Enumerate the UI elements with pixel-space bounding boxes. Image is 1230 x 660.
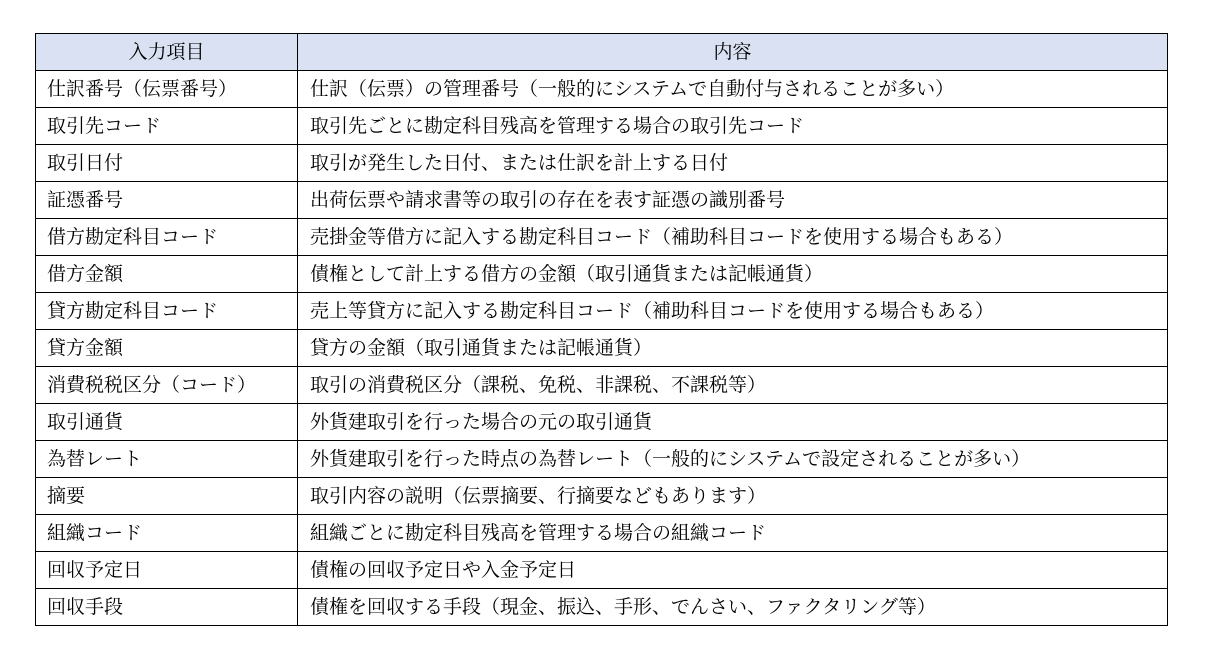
table-row <box>36 589 1168 626</box>
journal-entry-fields-table <box>35 33 1168 626</box>
cell-content: 取引内容の説明（伝票摘要、行摘要などもあります） <box>298 478 1168 515</box>
cell-input-item: 回収予定日 <box>36 552 298 589</box>
cell-content: 売掛金等借方に記入する勘定科目コード（補助科目コードを使用する場合もある） <box>298 219 1168 256</box>
cell-input-item: 取引通貨 <box>36 404 298 441</box>
table-row <box>36 293 1168 330</box>
table-row <box>36 441 1168 478</box>
cell-content: 取引先ごとに勘定科目残高を管理する場合の取引先コード <box>298 108 1168 145</box>
table-row <box>36 478 1168 515</box>
cell-content: 売上等貸方に記入する勘定科目コード（補助科目コードを使用する場合もある） <box>298 293 1168 330</box>
cell-input-item: 組織コード <box>36 515 298 552</box>
cell-input-item: 仕訳番号（伝票番号） <box>36 71 298 108</box>
cell-input-item: 取引先コード <box>36 108 298 145</box>
cell-content: 債権として計上する借方の金額（取引通貨または記帳通貨） <box>298 256 1168 293</box>
cell-content: 債権を回収する手段（現金、振込、手形、でんさい、ファクタリング等） <box>298 589 1168 626</box>
cell-input-item: 証憑番号 <box>36 182 298 219</box>
table-row <box>36 219 1168 256</box>
cell-input-item: 借方金額 <box>36 256 298 293</box>
cell-content: 出荷伝票や請求書等の取引の存在を表す証憑の識別番号 <box>298 182 1168 219</box>
header-input-item: 入力項目 <box>36 34 298 71</box>
cell-content: 組織ごとに勘定科目残高を管理する場合の組織コード <box>298 515 1168 552</box>
table-row <box>36 404 1168 441</box>
cell-content: 債権の回収予定日や入金予定日 <box>298 552 1168 589</box>
cell-content: 取引の消費税区分（課税、免税、非課税、不課税等） <box>298 367 1168 404</box>
table-row <box>36 367 1168 404</box>
cell-input-item: 貸方勘定科目コード <box>36 293 298 330</box>
table-row <box>36 552 1168 589</box>
cell-content: 仕訳（伝票）の管理番号（一般的にシステムで自動付与されることが多い） <box>298 71 1168 108</box>
cell-content: 取引が発生した日付、または仕訳を計上する日付 <box>298 145 1168 182</box>
table-row <box>36 71 1168 108</box>
cell-content: 貸方の金額（取引通貨または記帳通貨） <box>298 330 1168 367</box>
table-row <box>36 182 1168 219</box>
table-row <box>36 108 1168 145</box>
cell-input-item: 回収手段 <box>36 589 298 626</box>
cell-input-item: 取引日付 <box>36 145 298 182</box>
table-row <box>36 256 1168 293</box>
table-row <box>36 330 1168 367</box>
cell-input-item: 消費税税区分（コード） <box>36 367 298 404</box>
cell-content: 外貨建取引を行った時点の為替レート（一般的にシステムで設定されることが多い） <box>298 441 1168 478</box>
cell-input-item: 為替レート <box>36 441 298 478</box>
cell-input-item: 摘要 <box>36 478 298 515</box>
table-row <box>36 515 1168 552</box>
header-content: 内容 <box>298 34 1168 71</box>
cell-input-item: 貸方金額 <box>36 330 298 367</box>
table-row <box>36 145 1168 182</box>
cell-content: 外貨建取引を行った場合の元の取引通貨 <box>298 404 1168 441</box>
table-header-row <box>36 34 1168 71</box>
cell-input-item: 借方勘定科目コード <box>36 219 298 256</box>
